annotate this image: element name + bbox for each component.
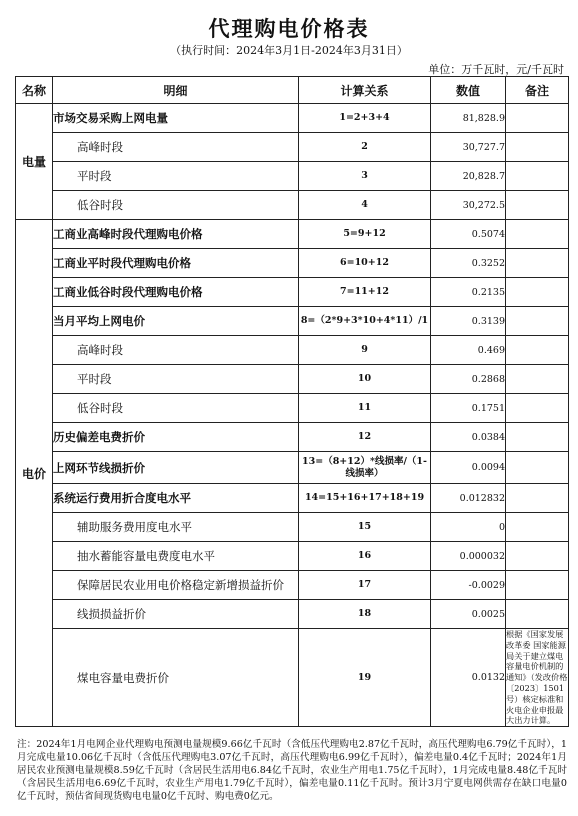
row-note [506, 133, 569, 162]
row-value: 0.469 [431, 336, 506, 365]
row-formula: 2 [299, 133, 431, 162]
table-row [16, 249, 569, 278]
row-formula: 19 [299, 629, 431, 727]
row-detail: 系统运行费用折合度电水平 [53, 484, 299, 513]
row-detail: 历史偏差电费折价 [53, 423, 299, 452]
row-value: 0.0132 [431, 629, 506, 727]
row-note [506, 513, 569, 542]
row-detail: 低谷时段 [53, 394, 299, 423]
row-formula: 13=（8+12）*线损率/（1-线损率） [299, 452, 431, 484]
table-row [16, 307, 569, 336]
row-value: 0.2868 [431, 365, 506, 394]
row-value: 0.5074 [431, 220, 506, 249]
header-category: 名称 [16, 77, 53, 104]
row-value: 0.3139 [431, 307, 506, 336]
header-formula: 计算关系 [299, 77, 431, 104]
row-formula: 16 [299, 542, 431, 571]
row-note [506, 542, 569, 571]
table-row [16, 600, 569, 629]
row-note [506, 365, 569, 394]
row-value: 81,828.9 [431, 104, 506, 133]
row-note [506, 249, 569, 278]
table-row [16, 394, 569, 423]
footnote: 注：2024年1月电网企业代理购电预测电量规模9.66亿千瓦时（含低压代理购电2.87亿千瓦时，高压代理购电6.79亿千瓦时），1月完成电量10.06亿千瓦时（含低压代理购电3.07亿千瓦时，高压代理购电6.99亿千瓦时），偏差电量0.4亿千瓦时；2024年1月居民农业预测电量规模8.59亿千瓦时（含居民生活用电6.84亿千瓦时，农业生产用电1.75亿千瓦时），1月完成电量8.48亿千瓦时（含居民生活用电6.69亿千瓦时，农业生产用电1.79亿千瓦时），偏差电量0.11亿千瓦时。预计3月宁夏电网供需存在缺口电量0亿千瓦时，预估省间现货购电电量0亿千瓦时、购电费0亿元。 [17, 739, 567, 802]
row-note [506, 307, 569, 336]
row-formula: 18 [299, 600, 431, 629]
row-formula: 9 [299, 336, 431, 365]
table-row [16, 191, 569, 220]
row-detail: 煤电容量电费折价 [53, 629, 299, 727]
row-note [506, 484, 569, 513]
row-detail: 上网环节线损折价 [53, 452, 299, 484]
table-row [16, 220, 569, 249]
row-value: -0.0029 [431, 571, 506, 600]
row-value: 0.2135 [431, 278, 506, 307]
row-note [506, 394, 569, 423]
table-row [16, 336, 569, 365]
row-note [506, 600, 569, 629]
row-value: 0.0094 [431, 452, 506, 484]
row-formula: 7=11+12 [299, 278, 431, 307]
row-note [506, 336, 569, 365]
table-row [16, 278, 569, 307]
row-detail: 抽水蓄能容量电费度电水平 [53, 542, 299, 571]
row-note [506, 571, 569, 600]
table-row [16, 542, 569, 571]
row-note [506, 162, 569, 191]
row-detail: 保障居民农业用电价格稳定新增损益折价 [53, 571, 299, 600]
page-title: 代理购电价格表 [208, 17, 370, 41]
row-value: 20,828.7 [431, 162, 506, 191]
row-note [506, 423, 569, 452]
table-row [16, 104, 569, 133]
row-formula: 14=15+16+17+18+19 [299, 484, 431, 513]
row-note [506, 278, 569, 307]
category-price: 电价 [16, 220, 53, 727]
row-note [506, 191, 569, 220]
row-value: 0.012832 [431, 484, 506, 513]
row-detail: 工商业低谷时段代理购电价格 [53, 278, 299, 307]
row-formula: 10 [299, 365, 431, 394]
row-detail: 工商业平时段代理购电价格 [53, 249, 299, 278]
row-formula: 3 [299, 162, 431, 191]
row-detail: 高峰时段 [53, 133, 299, 162]
row-formula: 11 [299, 394, 431, 423]
row-detail: 市场交易采购上网电量 [53, 104, 299, 133]
table-header-row [16, 77, 569, 104]
row-detail: 平时段 [53, 365, 299, 394]
table-row [16, 133, 569, 162]
category-power: 电量 [16, 104, 53, 220]
row-formula: 5=9+12 [299, 220, 431, 249]
row-value: 30,727.7 [431, 133, 506, 162]
row-formula: 15 [299, 513, 431, 542]
row-formula: 6=10+12 [299, 249, 431, 278]
row-value: 0.0025 [431, 600, 506, 629]
table-row [16, 452, 569, 484]
row-detail: 线损损益折价 [53, 600, 299, 629]
row-note [506, 220, 569, 249]
execution-period: （执行时间：2024年3月1日-2024年3月31日） [170, 44, 408, 57]
row-formula: 12 [299, 423, 431, 452]
table-row [16, 484, 569, 513]
row-detail: 低谷时段 [53, 191, 299, 220]
row-formula: 1=2+3+4 [299, 104, 431, 133]
row-value: 0.000032 [431, 542, 506, 571]
row-formula: 4 [299, 191, 431, 220]
row-note: 根据《国家发展改革委 国家能源局关于建立煤电容量电价机制的通知》（发改价格〔2023〕1501号）核定标准和火电企业申报最大出力计算。 [506, 629, 568, 726]
row-value: 0.3252 [431, 249, 506, 278]
row-detail: 辅助服务费用度电水平 [53, 513, 299, 542]
header-note: 备注 [506, 77, 569, 104]
table-row [16, 365, 569, 394]
row-detail: 高峰时段 [53, 336, 299, 365]
table-row [16, 162, 569, 191]
row-note [506, 104, 569, 133]
price-table [15, 76, 569, 727]
row-value: 30,272.5 [431, 191, 506, 220]
table-row [16, 423, 569, 452]
row-value: 0.1751 [431, 394, 506, 423]
row-detail: 工商业高峰时段代理购电价格 [53, 220, 299, 249]
row-value: 0.0384 [431, 423, 506, 452]
table-row [16, 629, 569, 727]
unit-label: 单位：万千瓦时，元/千瓦时 [428, 63, 564, 76]
row-value: 0 [431, 513, 506, 542]
table-row [16, 571, 569, 600]
row-detail: 当月平均上网电价 [53, 307, 299, 336]
header-value: 数值 [431, 77, 506, 104]
table-row [16, 513, 569, 542]
row-formula: 8=（2*9+3*10+4*11）/1 [299, 307, 431, 336]
header-detail: 明细 [53, 77, 299, 104]
row-formula: 17 [299, 571, 431, 600]
row-note [506, 452, 569, 484]
row-detail: 平时段 [53, 162, 299, 191]
